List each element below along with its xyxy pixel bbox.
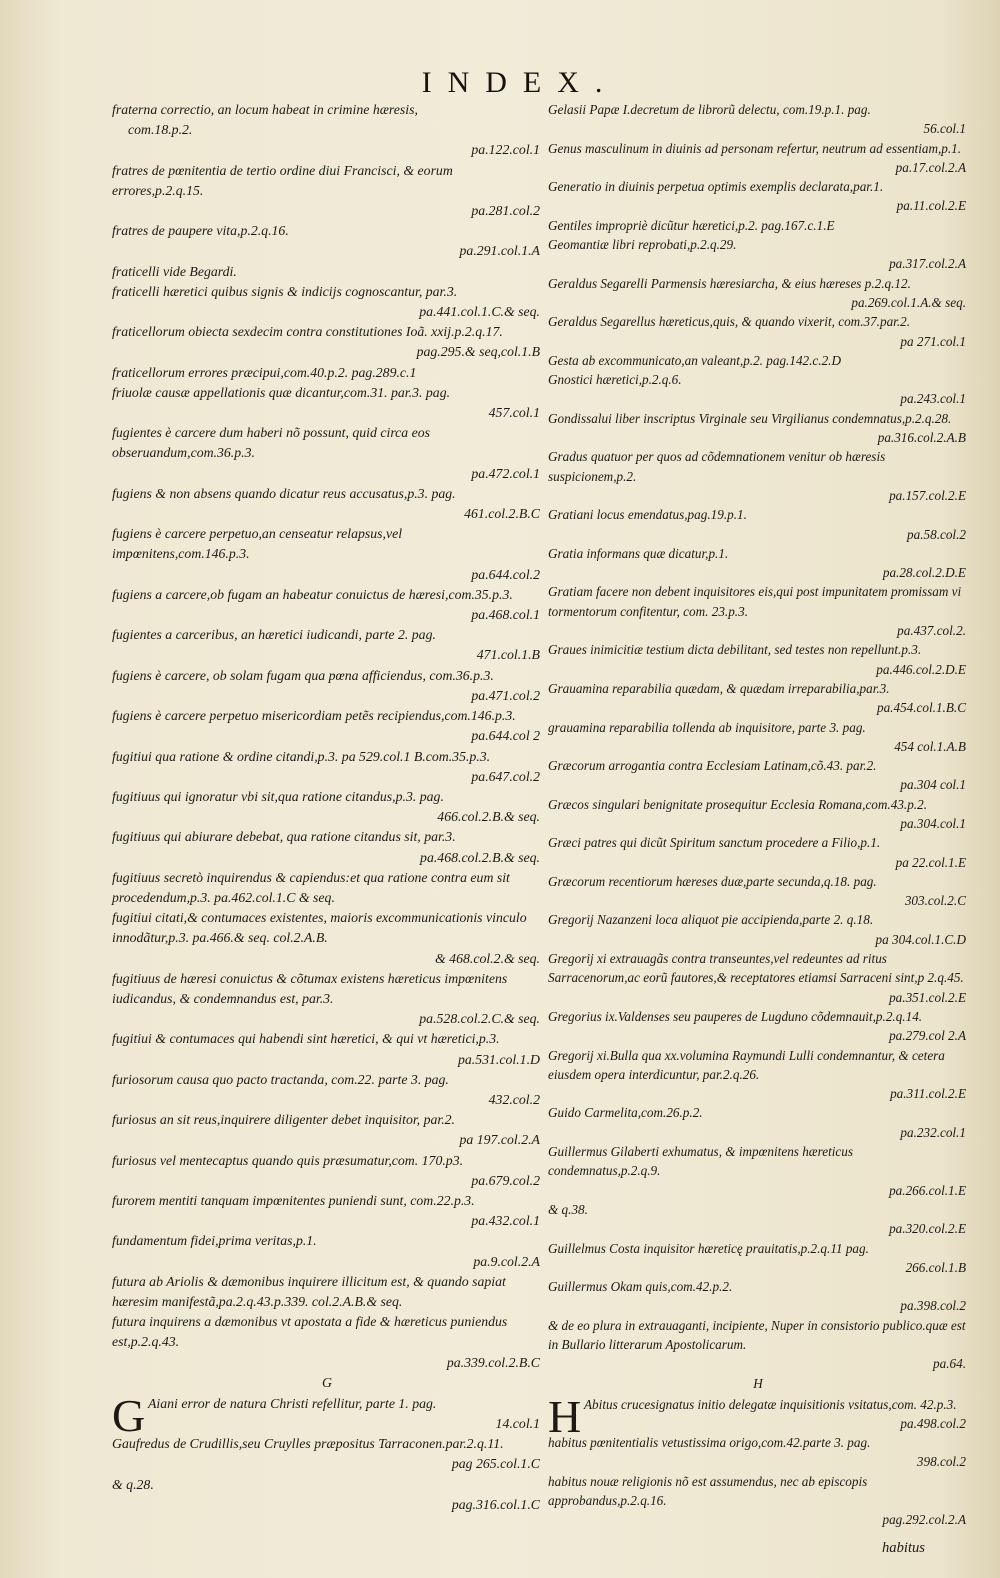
- catchword: habitus: [882, 1540, 925, 1556]
- index-entry: [112, 1151, 542, 1191]
- index-entry: [548, 1316, 968, 1374]
- index-entry: [548, 312, 968, 351]
- entry-page-reference: pa.243.col.1: [900, 391, 966, 407]
- entry-text: fugientes è carcere dum haberi nõ possunt, quid circa eos obseruandum,com.36.p.3.: [112, 425, 431, 461]
- entry-text: Geraldus Segarelli Parmensis hæresiarcha, & eius hæreses p.2.q.12.: [548, 275, 911, 291]
- entry-page-reference: 454 col.1.A.B: [894, 738, 966, 754]
- index-entry: [112, 1434, 542, 1474]
- index-entry: [112, 747, 542, 787]
- entry-text: Abitus crucesignatus initio delegatæ inquisitionis vsitatus,com. 42.p.3.: [584, 1396, 957, 1412]
- entry-text: Gratiani locus emendatus,pag.19.p.1.: [548, 507, 747, 523]
- index-entry: [548, 216, 968, 235]
- entry-page-reference: 398.col.2: [916, 1454, 966, 1470]
- index-entry: [112, 625, 542, 665]
- index-entry: [112, 1312, 542, 1373]
- entry-text: Gratia informans quæ dicatur,p.1.: [548, 545, 729, 561]
- entry-text: Genus masculinum in diuinis ad personam refertur, neutrum ad essentiam,p.1.: [548, 140, 962, 156]
- index-entry: [112, 322, 542, 362]
- entry-text: futura inquirens a dæmonibus vt apostata a fide & hæreticus puniendus est,p.2.q.43.: [112, 1314, 508, 1350]
- entry-page-reference: pa.266.col.1.E: [889, 1182, 966, 1198]
- entry-page-reference: pa.157.col.2.E: [889, 487, 966, 503]
- index-entry: [548, 1277, 968, 1316]
- entry-text: furiosus an sit reus,inquirere diligenter debet inquisitor, par.2.: [112, 1112, 456, 1128]
- index-entry: [112, 1110, 542, 1150]
- entry-page-reference: pa.320.col.2.E: [889, 1221, 966, 1237]
- entry-page-reference: pa.58.col.2: [907, 526, 966, 542]
- entry-page-reference: 466.col.2.B.& seq.: [437, 809, 540, 825]
- entry-page-reference: pa.351.col.2.E: [889, 989, 966, 1005]
- index-entry: [112, 706, 542, 746]
- index-entry: [548, 1103, 968, 1142]
- index-entry: [548, 370, 968, 409]
- index-entry: [548, 679, 968, 718]
- index-entry: [548, 795, 968, 834]
- entry-text: Gentiles impropriè dicũtur hæretici,p.2. pag.167.c.1.E: [548, 217, 835, 233]
- entry-continuation: com.18.p.2.: [128, 122, 193, 138]
- entry-page-reference: pa.398.col.2: [900, 1298, 966, 1314]
- entry-page-reference: pa 304.col.1.C.D: [875, 931, 966, 947]
- entry-page-reference: pa.454.col.1.B.C: [876, 700, 966, 716]
- entry-page-reference: pa.531.col.1.D: [457, 1051, 540, 1067]
- entry-page-reference: pa.317.col.2.A: [889, 256, 966, 272]
- entry-page-reference: pag 265.col.1.C: [451, 1456, 540, 1472]
- index-entry: [548, 872, 968, 911]
- index-entry: [112, 282, 542, 322]
- entry-page-reference: pa.528.col.2.C.& seq.: [419, 1011, 540, 1027]
- index-entry: [112, 1475, 542, 1515]
- entry-page-reference: pa.498.col.2: [900, 1415, 966, 1431]
- entry-page-reference: pa.304.col.1: [900, 815, 966, 831]
- drop-cap-letter: H: [548, 1390, 582, 1442]
- index-entry: [548, 1046, 968, 1104]
- index-entry: [548, 949, 968, 1007]
- entry-text: futura ab Ariolis & dæmonibus inquirere illicitum est, & quando sapiat hæresim manifestã,pa.2.q.43.p.339. col.2.A.B.& seq.: [112, 1273, 506, 1309]
- index-entry: [112, 1231, 542, 1271]
- index-entry: [548, 582, 968, 640]
- index-entry: [548, 100, 968, 139]
- entry-text: fugitiuus de hæresi conuictus & cõtumax existens hæreticus impœnitens iudicandus, & condemnandus est, par.3.: [112, 970, 508, 1006]
- letter-heading-g: G: [322, 1374, 332, 1390]
- index-entry: [548, 235, 968, 274]
- index-entry: [548, 409, 968, 448]
- index-entry: [112, 1191, 542, 1231]
- index-entry: [548, 274, 968, 313]
- entry-text: Gaufredus de Crudillis,seu Cruylles præpositus Tarraconen.par.2.q.11.: [112, 1436, 504, 1452]
- entry-page-reference: pa.281.col.2: [471, 203, 540, 219]
- entry-text: fundamentum fidei,prima veritas,p.1.: [112, 1233, 317, 1249]
- entry-page-reference: pa 271.col.1: [900, 333, 966, 349]
- index-entry: [112, 666, 542, 706]
- entry-text: fraterna correctio, an locum habeat in crimine hæresis,: [112, 102, 418, 117]
- entry-text: Gregorius ix.Valdenses seu pauperes de Lugduno cõdemnauit,p.2.q.14.: [548, 1008, 923, 1024]
- entry-page-reference: pa.9.col.2.A: [473, 1253, 540, 1269]
- index-entry: [548, 1472, 968, 1530]
- entry-text: Gregorij Nazanzeni loca aliquot pie accipienda,parte 2. q.18.: [548, 912, 874, 928]
- entry-page-reference: pa.28.col.2.D.E: [882, 565, 966, 581]
- entry-text: Aiani error de natura Christi refellitur, parte 1. pag.: [148, 1395, 437, 1411]
- index-entry: [112, 827, 542, 867]
- entry-text: Generatio in diuinis perpetua optimis exemplis declarata,par.1.: [548, 179, 884, 195]
- index-entry: [112, 1389, 542, 1441]
- entry-page-reference: pa.437.col.2.: [897, 623, 966, 639]
- entry-text: fraticelli hæretici quibus signis & indicijs cognoscantur, par.3.: [112, 283, 458, 299]
- entry-page-reference: 14.col.1: [495, 1416, 540, 1431]
- entry-text: Graues inimicitiæ testium dicta debilitant, sed testes non repellunt.p.3.: [548, 642, 922, 658]
- index-entry: [112, 161, 542, 222]
- entry-page-reference: 471.col.1.B: [476, 647, 540, 663]
- entry-page-reference: pa 22.col.1.E: [895, 854, 966, 870]
- index-entry: [548, 505, 968, 544]
- page-header: INDEX.: [421, 66, 619, 99]
- entry-text: fugitiuus qui ignoratur vbi sit,qua ratione citandus,p.3. pag.: [112, 788, 444, 804]
- entry-page-reference: pa.471.col.2: [471, 687, 540, 703]
- index-entry: [548, 139, 968, 178]
- entry-text: fraticellorum obiecta sexdecim contra constitutiones Ioã. xxij.p.2.q.17.: [112, 324, 503, 340]
- entry-page-reference: pa.279.col 2.A: [889, 1028, 966, 1044]
- entry-text: grauamina reparabilia tollenda ab inquisitore, parte 3. pag.: [548, 719, 866, 735]
- entry-text: fugiens & non absens quando dicatur reus accusatus,p.3. pag.: [112, 485, 456, 501]
- index-entry: [112, 787, 542, 827]
- index-entry: [548, 833, 968, 872]
- entry-page-reference: pa.122.col.1: [471, 142, 540, 158]
- entry-page-reference: pa.311.col.2.E: [890, 1086, 966, 1102]
- drop-cap-letter: G: [112, 1389, 146, 1441]
- index-entry: [112, 423, 542, 484]
- entry-text: Gradus quatuor per quos ad cõdemnationem venitur ob hæresis suspicionem,p.2.: [548, 449, 886, 484]
- entry-text: Græcorum arrogantia contra Ecclesiam Latinam,cõ.43. par.2.: [548, 758, 877, 774]
- entry-text: fugientes a carceribus, an hæretici iudicandi, parte 2. pag.: [112, 627, 436, 643]
- entry-page-reference: pa.316.col.2.A.B: [877, 430, 966, 446]
- entry-page-reference: pa.339.col.2.B.C: [446, 1354, 540, 1370]
- entry-text: Guillermus Okam quis,com.42.p.2.: [548, 1279, 733, 1295]
- entry-page-reference: pa.441.col.1.C.& seq.: [419, 304, 540, 320]
- index-entry: [548, 910, 968, 949]
- entry-page-reference: pa.269.col.1.A.& seq.: [851, 294, 966, 310]
- entry-page-reference: pa.679.col.2: [471, 1172, 540, 1188]
- entry-text: fugiens a carcere,ob fugam an habeatur conuictus de hæresi,com.35.p.3.: [112, 586, 513, 602]
- entry-text: Gesta ab excommunicato,an valeant,p.2. pag.142.c.2.D: [548, 352, 841, 368]
- entry-page-reference: pa.644.col 2: [471, 728, 540, 744]
- index-entry: [112, 363, 542, 383]
- index-entry: [112, 868, 542, 908]
- entry-page-reference: pa.644.col.2: [471, 566, 540, 582]
- entry-text: fugiens è carcere perpetuo misericordiam petẽs recipiendus,com.146.p.3.: [112, 708, 516, 724]
- entry-page-reference: pa.468.col.2.B.& seq.: [420, 849, 540, 865]
- entry-text: fraticelli vide Begardi.: [112, 263, 237, 279]
- index-entry: [112, 484, 542, 524]
- entry-text: Græci patres qui dicũt Spiritum sanctum procedere a Filio,p.1.: [548, 835, 881, 851]
- entry-page-reference: pa.291.col.1.A: [459, 243, 540, 259]
- entry-text: Guillermus Gilaberti exhumatus, & impœnitens hæreticus condemnatus,p.2.q.9.: [548, 1144, 854, 1179]
- index-entry: [112, 383, 542, 423]
- entry-page-reference: 266.col.1.B: [905, 1259, 966, 1275]
- entry-text: fugitiui citati,& contumaces existentes, maioris excommunicationis vinculo innodãtur,p.3. pa.466.& seq. col.2.A.B.: [112, 910, 527, 946]
- entry-page-reference: pa 197.col.2.A: [459, 1132, 540, 1148]
- entry-text: furiosus vel mentecaptus quando quis præsumatur,com. 170.p3.: [112, 1152, 464, 1168]
- entry-page-reference: pa.446.col.2.D.E: [876, 661, 966, 677]
- index-entry: [112, 1070, 542, 1110]
- entry-text: fugitiuus qui abiurare debebat, qua ratione citandus sit, par.3.: [112, 829, 456, 845]
- entry-text: furiosorum causa quo pacto tractanda, com.22. parte 3. pag.: [112, 1071, 449, 1087]
- entry-page-reference: 432.col.2: [488, 1091, 540, 1107]
- index-entry: [112, 1272, 542, 1312]
- index-entry: [112, 908, 542, 969]
- entry-text: habitus pœnitentialis vetustissima origo,com.42.parte 3. pag.: [548, 1435, 871, 1451]
- entry-page-reference: pa.17.col.2.A: [895, 159, 966, 175]
- entry-page-reference: pa.64.: [933, 1356, 966, 1372]
- index-entry: [112, 524, 542, 585]
- index-entry: [548, 1390, 968, 1442]
- entry-text: habitus nouæ religionis nõ est assumendus, nec ab episcopis approbandus,p.2.q.16.: [548, 1473, 868, 1509]
- entry-text: friuolæ causæ appellationis quæ dicantur,com.31. par.3. pag.: [112, 384, 451, 400]
- index-entry: [112, 969, 542, 1030]
- index-entry: [112, 262, 542, 282]
- index-entry: [112, 585, 542, 625]
- entry-page-reference: 457.col.1: [488, 405, 540, 421]
- entry-text: Gnostici hæretici,p.2.q.6.: [548, 372, 682, 388]
- index-entry: [548, 544, 968, 583]
- entry-text: & q.38.: [548, 1201, 588, 1217]
- entry-text: Gelasii Papæ I.decretum de librorũ delectu, com.19.p.1. pag.: [548, 102, 871, 117]
- entry-page-reference: pa.232.col.1: [900, 1124, 966, 1140]
- entry-page-reference: pag.295.& seq,col.1.B: [416, 344, 540, 360]
- entry-page-reference: pag.316.col.1.C: [451, 1496, 540, 1512]
- index-entry: [548, 447, 968, 505]
- entry-text: & de eo plura in extrauaganti, incipiente, Nuper in consistorio publico.quæ est in Bullario litterarum Apostolicarum.: [548, 1317, 966, 1352]
- index-entry: [548, 756, 968, 795]
- entry-text: Geomantiæ libri reprobati,p.2.q.29.: [548, 237, 737, 253]
- index-column-left: [112, 100, 542, 1515]
- entry-text: fratres de pœnitentia de tertio ordine diui Francisci, & eorum errores,p.2.q.15.: [112, 162, 453, 198]
- index-entry: [548, 1239, 968, 1278]
- entry-page-reference: & 468.col.2.& seq.: [435, 950, 540, 966]
- letter-heading-h: H: [753, 1375, 763, 1391]
- entry-text: Gregorij xi.Bulla qua xx.volumina Raymundi Lulli condemnantur, & cetera eiusdem opera interdicuntur, par.2.q.26.: [548, 1047, 945, 1082]
- index-entry: [548, 1433, 968, 1472]
- entry-text: fugiens è carcere, ob solam fugam qua pœna afficiendus, com.36.p.3.: [112, 667, 494, 683]
- index-entry: [112, 100, 542, 161]
- entry-text: Gratiam facere non debent inquisitores eis,qui post impunitatem promissam vi tormentorum confitentur, com. 23.p.3.: [548, 584, 962, 619]
- index-entry: [112, 1029, 542, 1069]
- entry-text: fugiens è carcere perpetuo,an censeatur relapsus,vel impœnitens,com.146.p.3.: [112, 526, 403, 562]
- entry-text: & q.28.: [112, 1476, 154, 1492]
- entry-text: fugitiui qua ratione & ordine citandi,p.3. pa 529.col.1 B.com.35.p.3.: [112, 748, 491, 764]
- index-entry: [548, 718, 968, 757]
- entry-text: Gondissalui liber inscriptus Virginale seu Virgilianus condemnatus,p.2.q.28.: [548, 410, 952, 426]
- index-entry: [548, 640, 968, 679]
- entry-page-reference: pag.292.col.2.A: [882, 1512, 966, 1528]
- entry-text: Geraldus Segarellus hæreticus,quis, & quando vixerit, com.37.par.2.: [548, 314, 911, 330]
- entry-text: Gregorij xi extrauagãs contra transeuntes,vel redeuntes ad ritus Sarracenorum,ac eorũ fautores,& receptatores etiamsi Sarraceni sint,p 2.q.45.: [548, 951, 964, 986]
- entry-text: fraticellorum errores præcipui,com.40.p.2. pag.289.c.1: [112, 364, 417, 380]
- entry-text: fugitiui & contumaces qui habendi sint hæretici, & qui vt hæretici,p.3.: [112, 1031, 500, 1047]
- entry-page-reference: 56.col.1: [923, 121, 966, 137]
- entry-text: Græcorum recentiorum hæreses duæ,parte secunda,q.18. pag.: [548, 873, 877, 889]
- index-entry: [548, 351, 968, 370]
- index-entry: [112, 221, 542, 261]
- entry-text: Guido Carmelita,com.26.p.2.: [548, 1105, 703, 1121]
- entry-page-reference: pa.304 col.1: [900, 777, 966, 793]
- entry-page-reference: pa.647.col.2: [471, 768, 540, 784]
- index-entry: [548, 1007, 968, 1046]
- entry-text: furorem mentiti tanquam impœnitentes puniendi sunt, com.22.p.3.: [112, 1192, 475, 1208]
- entry-page-reference: pa.432.col.1: [471, 1213, 540, 1229]
- entry-page-reference: 461.col.2.B.C: [464, 506, 540, 522]
- entry-page-reference: pa.472.col.1: [471, 465, 540, 481]
- index-entry: [548, 177, 968, 216]
- entry-text: Græcos singulari benignitate prosequitur Ecclesia Romana,com.43.p.2.: [548, 796, 927, 812]
- entry-page-reference: 303.col.2.C: [904, 893, 966, 909]
- entry-text: fratres de paupere vita,p.2.q.16.: [112, 223, 289, 239]
- entry-text: Grauamina reparabilia quædam, & quædam irreparabilia,par.3.: [548, 680, 890, 696]
- entry-page-reference: pa.11.col.2.E: [896, 198, 966, 214]
- index-entry: [548, 1200, 968, 1239]
- index-column-right: [548, 100, 968, 1530]
- entry-page-reference: pa.468.col.1: [471, 607, 540, 623]
- entry-text: fugitiuus secretò inquirendus & capiendus:et qua ratione contra eum sit procedendum,p.3. pa.462.col.1.C & seq.: [112, 869, 510, 905]
- entry-text: Guillelmus Costa inquisitor hæreticę prauitatis,p.2.q.11 pag.: [548, 1240, 869, 1256]
- index-entry: [548, 1142, 968, 1200]
